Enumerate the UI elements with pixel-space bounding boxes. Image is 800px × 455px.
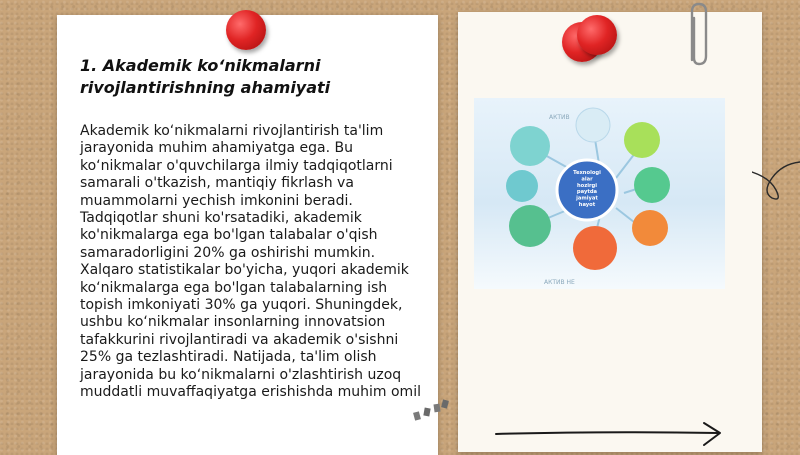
infographic-node — [624, 122, 660, 158]
infographic-center-line: hayot — [578, 202, 596, 208]
infographic-center-line: jamiyat — [576, 195, 598, 202]
infographic-bottom-label: АКТИВ НЕ — [544, 279, 575, 286]
infographic-center-line: paytda — [576, 189, 598, 196]
technology-infographic — [474, 98, 725, 289]
infographic-node — [634, 167, 670, 203]
infographic-top-label: АКТИВ — [549, 114, 570, 121]
arrow-right-icon — [492, 420, 728, 450]
section-body-text: Akademik ko‘nikmalarni rivojlantirish ta'lim jarayonida muhim ahamiyatga ega. Bu ko‘nikmalar o'quvchilarga ilmiy tadqiqotlarni samarali o'tkazish, mantiqiy fikrlash va muammolarni yechish imkonini beradi. Tadqiqotlar shuni ko'rsatadiki, akademik ko'nikmalarga ega bo'lgan talabalar o'qish samaradorligini 20% ga oshirishi mumkin. Xalqaro statistikalar bo'yicha, yuqori akademik ko‘nikmalarga ega bo'lgan talabalarning ish topish imkoniyati 30% ga yuqori. Shuningdek, ushbu ko‘nikmalar insonlarning innovatsion tafakkurini rivojlantiradi va akademik o'sishni 25% ga tezlashtiradi. Natijada, ta'lim olish jarayonida bu ko‘nikmalarni o'zlashtirish uzoq muddatli muvaffaqiyatga erishishda muhim omil — [80, 123, 421, 401]
infographic-diagram — [474, 98, 725, 289]
infographic-center-line: hozirgi — [576, 182, 598, 189]
infographic-node — [510, 126, 550, 166]
section-title: 1. Akademik ko‘nikmalarni rivojlantirishning ahamiyati — [80, 56, 331, 97]
tape-scraps-decoration — [412, 398, 452, 428]
push-pin-icon — [226, 10, 266, 50]
infographic-node — [509, 205, 551, 247]
infographic-node — [576, 108, 610, 142]
push-pin-icon — [577, 15, 617, 55]
infographic-center-line: alar — [581, 176, 593, 183]
infographic-node — [632, 210, 668, 246]
infographic-node — [573, 226, 617, 270]
infographic-center-line: Texnologi — [573, 170, 601, 176]
paper-clip-icon — [682, 0, 716, 70]
string-doodle-icon — [752, 150, 800, 210]
infographic-node — [506, 170, 538, 202]
